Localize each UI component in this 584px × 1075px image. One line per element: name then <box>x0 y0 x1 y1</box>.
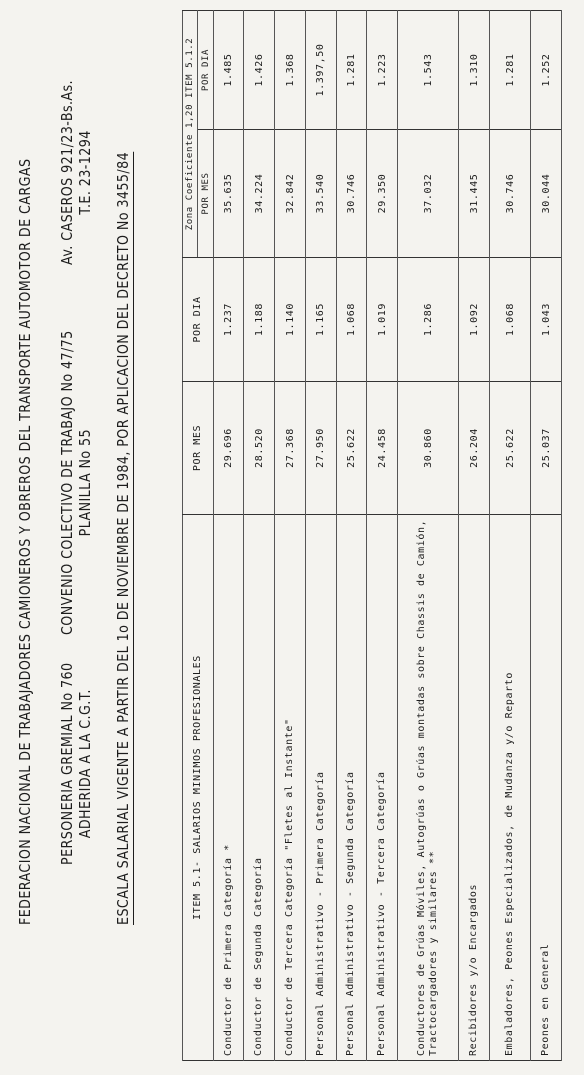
gremial-line2: ADHERIDA A LA C.G.T. <box>76 689 94 839</box>
row-zona-por-dia: 1.426 <box>244 11 275 130</box>
convenio-block <box>58 330 94 635</box>
row-desc: Conductor de Tercera Categoría "Fletes al Instante" <box>275 515 306 1061</box>
table-row <box>213 11 244 1061</box>
escala-title: ESCALA SALARIAL VIGENTE A PARTIR DEL 1o DE NOVIEMBRE DE 1984, POR APLICACION DEL DECRETO No 3455/84 <box>114 151 132 925</box>
row-desc: Recibidores y/o Encargados <box>459 515 490 1061</box>
table-row <box>459 11 490 1061</box>
row-por-dia: 1.237 <box>213 258 244 382</box>
table-row <box>275 11 306 1061</box>
row-zona-por-mes: 30.746 <box>490 130 531 258</box>
row-por-dia: 1.092 <box>459 258 490 382</box>
row-zona-por-dia: 1.543 <box>398 11 459 130</box>
row-zona-por-mes: 35.635 <box>213 130 244 258</box>
row-por-dia: 1.165 <box>305 258 336 382</box>
row-desc: Personal Administrativo - Primera Categoría <box>305 515 336 1061</box>
table-row <box>305 11 336 1061</box>
col-por-mes-header: POR MES <box>183 382 214 515</box>
row-por-mes: 29.696 <box>213 382 244 515</box>
gremial-block <box>58 662 94 865</box>
row-desc: Conductores de Grúas Móviles, Autogrúas o Grúas montadas sobre Chassis de Camión, Tractocargadores y similares ** <box>398 515 459 1061</box>
row-zona-por-mes: 30.746 <box>336 130 367 258</box>
col-por-dia-header: POR DIA <box>183 258 214 382</box>
row-zona-por-mes: 37.032 <box>398 130 459 258</box>
row-zona-por-dia: 1.368 <box>275 11 306 130</box>
address-line1: Av. CASEROS 921/23-Bs.As. <box>58 79 76 265</box>
row-desc: Peones en General <box>531 515 562 1061</box>
row-zona-por-mes: 29.350 <box>367 130 398 258</box>
zona-por-dia-header: POR DIA <box>198 11 213 130</box>
row-por-dia: 1.068 <box>490 258 531 382</box>
row-zona-por-mes: 30.044 <box>531 130 562 258</box>
row-por-mes: 27.950 <box>305 382 336 515</box>
row-por-mes: 26.204 <box>459 382 490 515</box>
row-por-mes: 27.368 <box>275 382 306 515</box>
federation-title: FEDERACION NACIONAL DE TRABAJADORES CAMIONEROS Y OBREROS DEL TRANSPORTE AUTOMOTOR DE CARGAS <box>16 158 34 925</box>
convenio-line1: CONVENIO COLECTIVO DE TRABAJO No 47/75 <box>58 330 76 635</box>
table-row <box>490 11 531 1061</box>
row-zona-por-mes: 31.445 <box>459 130 490 258</box>
row-por-mes: 25.622 <box>490 382 531 515</box>
row-desc: Personal Administrativo - Tercera Categoría <box>367 515 398 1061</box>
row-por-mes: 30.860 <box>398 382 459 515</box>
row-zona-por-dia: 1.310 <box>459 11 490 130</box>
row-zona-por-dia: 1.397,50 <box>305 11 336 130</box>
row-por-dia: 1.019 <box>367 258 398 382</box>
row-desc: Embaladores, Peones Especializados, de Mudanza y/o Reparto <box>490 515 531 1061</box>
row-zona-por-mes: 34.224 <box>244 130 275 258</box>
gremial-line1: PERSONERIA GREMIAL No 760 <box>58 662 76 865</box>
convenio-line2: PLANILLA No 55 <box>76 428 94 537</box>
salary-table <box>182 10 562 1061</box>
row-zona-por-dia: 1.281 <box>336 11 367 130</box>
row-por-mes: 25.037 <box>531 382 562 515</box>
zona-header: Zona Coeficiente 1,20 ITEM 5.1.2 <box>183 11 198 258</box>
row-por-mes: 25.622 <box>336 382 367 515</box>
table-row <box>531 11 562 1061</box>
address-line2: T.E. 23-1294 <box>76 130 94 215</box>
row-desc: Personal Administrativo - Segunda Categoría <box>336 515 367 1061</box>
row-zona-por-mes: 33.540 <box>305 130 336 258</box>
row-por-dia: 1.068 <box>336 258 367 382</box>
zona-por-mes-header: POR MES <box>198 130 213 258</box>
row-zona-por-dia: 1.252 <box>531 11 562 130</box>
row-por-dia: 1.188 <box>244 258 275 382</box>
row-zona-por-dia: 1.281 <box>490 11 531 130</box>
row-zona-por-mes: 32.842 <box>275 130 306 258</box>
row-por-dia: 1.286 <box>398 258 459 382</box>
row-por-mes: 28.520 <box>244 382 275 515</box>
row-desc: Conductor de Segunda Categoría <box>244 515 275 1061</box>
row-por-mes: 24.458 <box>367 382 398 515</box>
table-row <box>398 11 459 1061</box>
row-zona-por-dia: 1.485 <box>213 11 244 130</box>
row-zona-por-dia: 1.223 <box>367 11 398 130</box>
row-por-dia: 1.043 <box>531 258 562 382</box>
col-item-header: ITEM 5.1- SALARIOS MINIMOS PROFESIONALES <box>183 515 214 1061</box>
row-por-dia: 1.140 <box>275 258 306 382</box>
address-block <box>58 80 94 265</box>
table-row <box>336 11 367 1061</box>
row-desc: Conductor de Primera Categoría * <box>213 515 244 1061</box>
table-row <box>367 11 398 1061</box>
table-row <box>244 11 275 1061</box>
